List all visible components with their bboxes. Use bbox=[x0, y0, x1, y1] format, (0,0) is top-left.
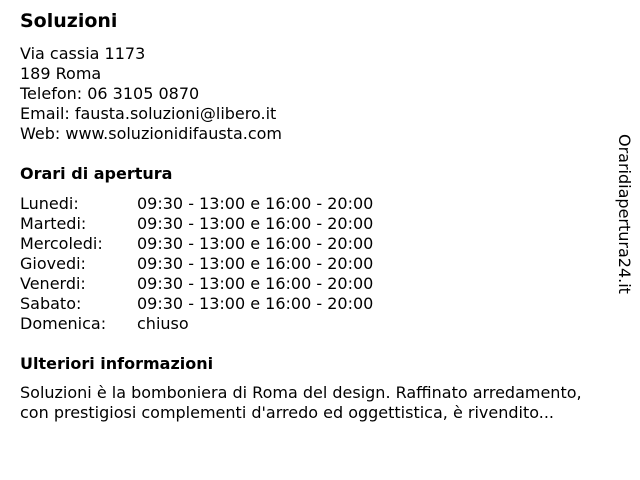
additional-info-heading: Ulteriori informazioni bbox=[20, 354, 214, 373]
opening-hours-table bbox=[20, 194, 373, 334]
contact-details bbox=[20, 44, 282, 144]
hours-day: Sabato: bbox=[20, 294, 82, 313]
hours-row-friday bbox=[20, 274, 373, 294]
phone-number: Telefon: 06 3105 0870 bbox=[20, 84, 200, 103]
hours-time: 09:30 - 13:00 e 16:00 - 20:00 bbox=[137, 254, 374, 273]
hours-day: Martedi: bbox=[20, 214, 87, 233]
hours-time: 09:30 - 13:00 e 16:00 - 20:00 bbox=[137, 214, 374, 233]
opening-hours-heading: Orari di apertura bbox=[20, 164, 173, 183]
hours-row-monday bbox=[20, 194, 373, 214]
site-watermark bbox=[612, 134, 636, 312]
description-line-2: con prestigiosi complementi d'arredo ed oggettistica, è rivendito... bbox=[20, 403, 554, 422]
hours-day: Domenica: bbox=[20, 314, 107, 333]
description-line-1: Soluzioni è la bomboniera di Roma del design. Raffinato arredamento, bbox=[20, 383, 582, 402]
address-street: Via cassia 1173 bbox=[20, 44, 146, 63]
address-city: 189 Roma bbox=[20, 64, 102, 83]
hours-row-wednesday bbox=[20, 234, 373, 254]
business-description bbox=[20, 383, 635, 423]
hours-row-sunday bbox=[20, 314, 373, 334]
hours-day: Venerdi: bbox=[20, 274, 86, 293]
hours-time: 09:30 - 13:00 e 16:00 - 20:00 bbox=[137, 274, 374, 293]
hours-time: 09:30 - 13:00 e 16:00 - 20:00 bbox=[137, 294, 374, 313]
hours-day: Lunedi: bbox=[20, 194, 79, 213]
hours-day: Giovedi: bbox=[20, 254, 86, 273]
business-name: Soluzioni bbox=[20, 10, 118, 32]
hours-time: 09:30 - 13:00 e 16:00 - 20:00 bbox=[137, 194, 374, 213]
hours-day: Mercoledi: bbox=[20, 234, 103, 253]
hours-time: chiuso bbox=[137, 314, 189, 333]
website: Web: www.soluzionidifausta.com bbox=[20, 124, 283, 143]
hours-row-thursday bbox=[20, 254, 373, 274]
hours-time: 09:30 - 13:00 e 16:00 - 20:00 bbox=[137, 234, 374, 253]
hours-row-tuesday bbox=[20, 214, 373, 234]
watermark-text: Oraridiapertura24.it bbox=[615, 134, 634, 294]
email-address: Email: fausta.soluzioni@libero.it bbox=[20, 104, 277, 123]
hours-row-saturday bbox=[20, 294, 373, 314]
